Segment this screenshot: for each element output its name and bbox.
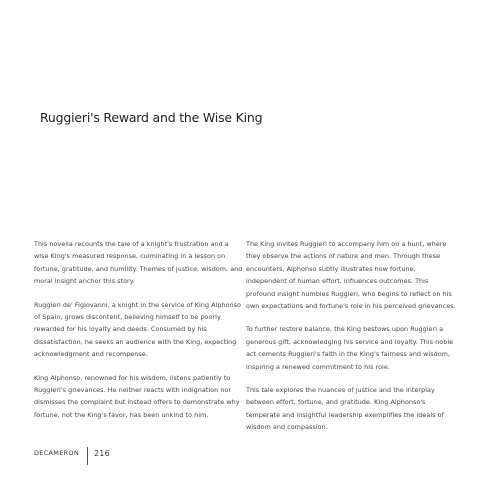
- paragraph: This tale explores the nuances of justice and the interplay between effort, fortune, and gratitude. King Alphonso's temperate and insightful leadership exemplifies the ideals of wisdom and compassion.: [246, 386, 444, 432]
- paragraph: This novella recounts the tale of a knight's frustration and a wise King's measured response, culminating in a lesson on fortune, gratitude, and humility. Themes of justice, wisdom, and moral insight anchor this story.: [34, 240, 243, 286]
- page-footer: [34, 447, 110, 459]
- page-number: 216: [94, 448, 110, 458]
- right-text-column: [246, 238, 456, 445]
- footer-divider: [87, 447, 88, 465]
- running-head: DECAMERON: [34, 449, 80, 457]
- paragraph: King Alphonso, renowned for his wisdom, listens patiently to Ruggieri's grievances. He neither reacts with indignation nor dismisses the complaint but instead offers to demonstrate why fortune, not the King's favor, has been unkind to him.: [34, 373, 240, 419]
- paragraph: Ruggieri de' Figiovanni, a knight in the service of King Alphonso of Spain, grows discontent, believing himself to be poorly rewarded for his loyalty and deeds. Consumed by his dissatisfaction, he seeks an audience with the King, expecting acknowledgment and recompense.: [34, 300, 242, 359]
- chapter-title: Ruggieri's Reward and the Wise King: [40, 110, 263, 125]
- paragraph: The King invites Ruggieri to accompany him on a hunt, where they observe the actions of nature and men. Through these encounters, Alphonso subtly illustrates how fortune, independent of human effort, influences outcomes. This profound insight humbles Ruggieri, who begins to reflect on his own expectations and fortune's role in his perceived grievances.: [246, 240, 456, 311]
- left-text-column: [34, 238, 244, 432]
- paragraph: To further restore balance, the King bestows upon Ruggieri a generous gift, acknowledging his service and loyalty. This noble act cements Ruggieri's faith in the King's fairness and wisdom, inspiring a renewed commitment to his role.: [246, 325, 454, 371]
